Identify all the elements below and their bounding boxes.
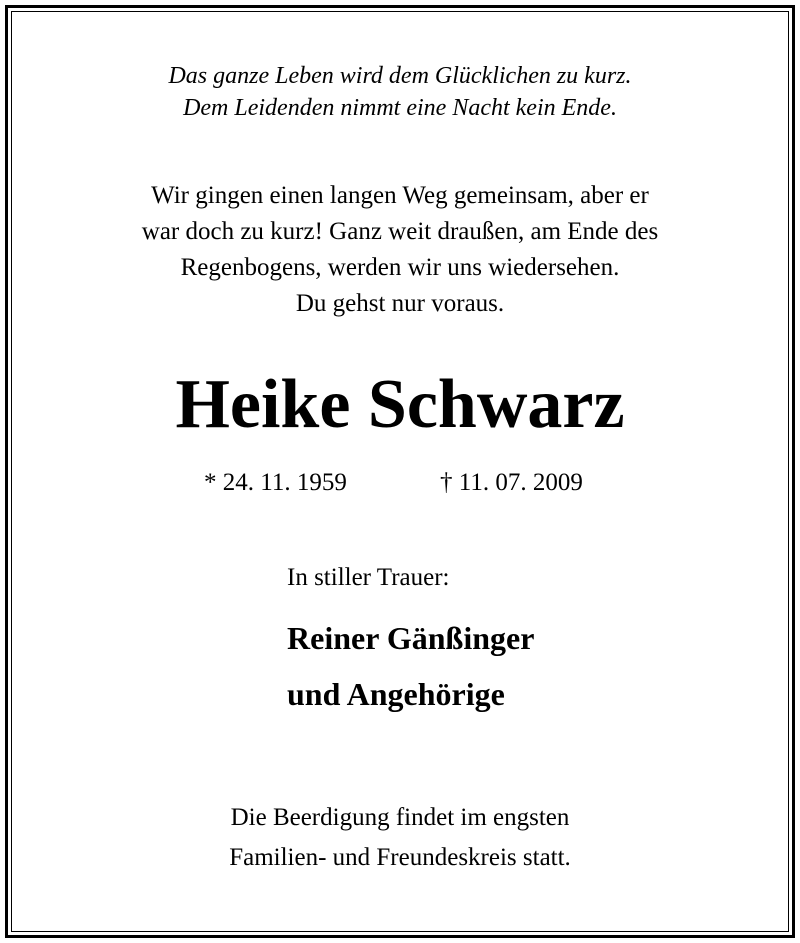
mourners-list bbox=[287, 610, 534, 722]
verse-line: war doch zu kurz! Ganz weit draußen, am Ende des bbox=[141, 218, 659, 245]
memorial-verse bbox=[0, 178, 800, 322]
death-date: † 11. 07. 2009 bbox=[440, 469, 583, 496]
motto-line: Das ganze Leben wird dem Glücklichen zu kurz. bbox=[168, 63, 632, 89]
funeral-line: Die Beerdigung findet im engsten bbox=[230, 804, 570, 831]
funeral-notice bbox=[0, 798, 800, 878]
mourner-name: und Angehörige bbox=[287, 676, 505, 712]
motto-line: Dem Leidenden nimmt eine Nacht kein Ende. bbox=[183, 95, 617, 121]
motto-quote bbox=[0, 60, 800, 124]
inner-border bbox=[11, 11, 789, 932]
verse-line: Wir gingen einen langen Weg gemeinsam, aber er bbox=[151, 182, 649, 209]
verse-line: Regenbogens, werden wir uns wiedersehen. bbox=[180, 254, 620, 281]
funeral-line: Familien- und Freundeskreis statt. bbox=[229, 844, 571, 871]
birth-date: * 24. 11. 1959 bbox=[204, 469, 347, 496]
verse-line: Du gehst nur voraus. bbox=[295, 290, 505, 317]
mourner-name: Reiner Gänßinger bbox=[287, 620, 535, 656]
mourning-label: In stiller Trauer: bbox=[287, 564, 450, 591]
deceased-name: Heike Schwarz bbox=[175, 366, 625, 443]
